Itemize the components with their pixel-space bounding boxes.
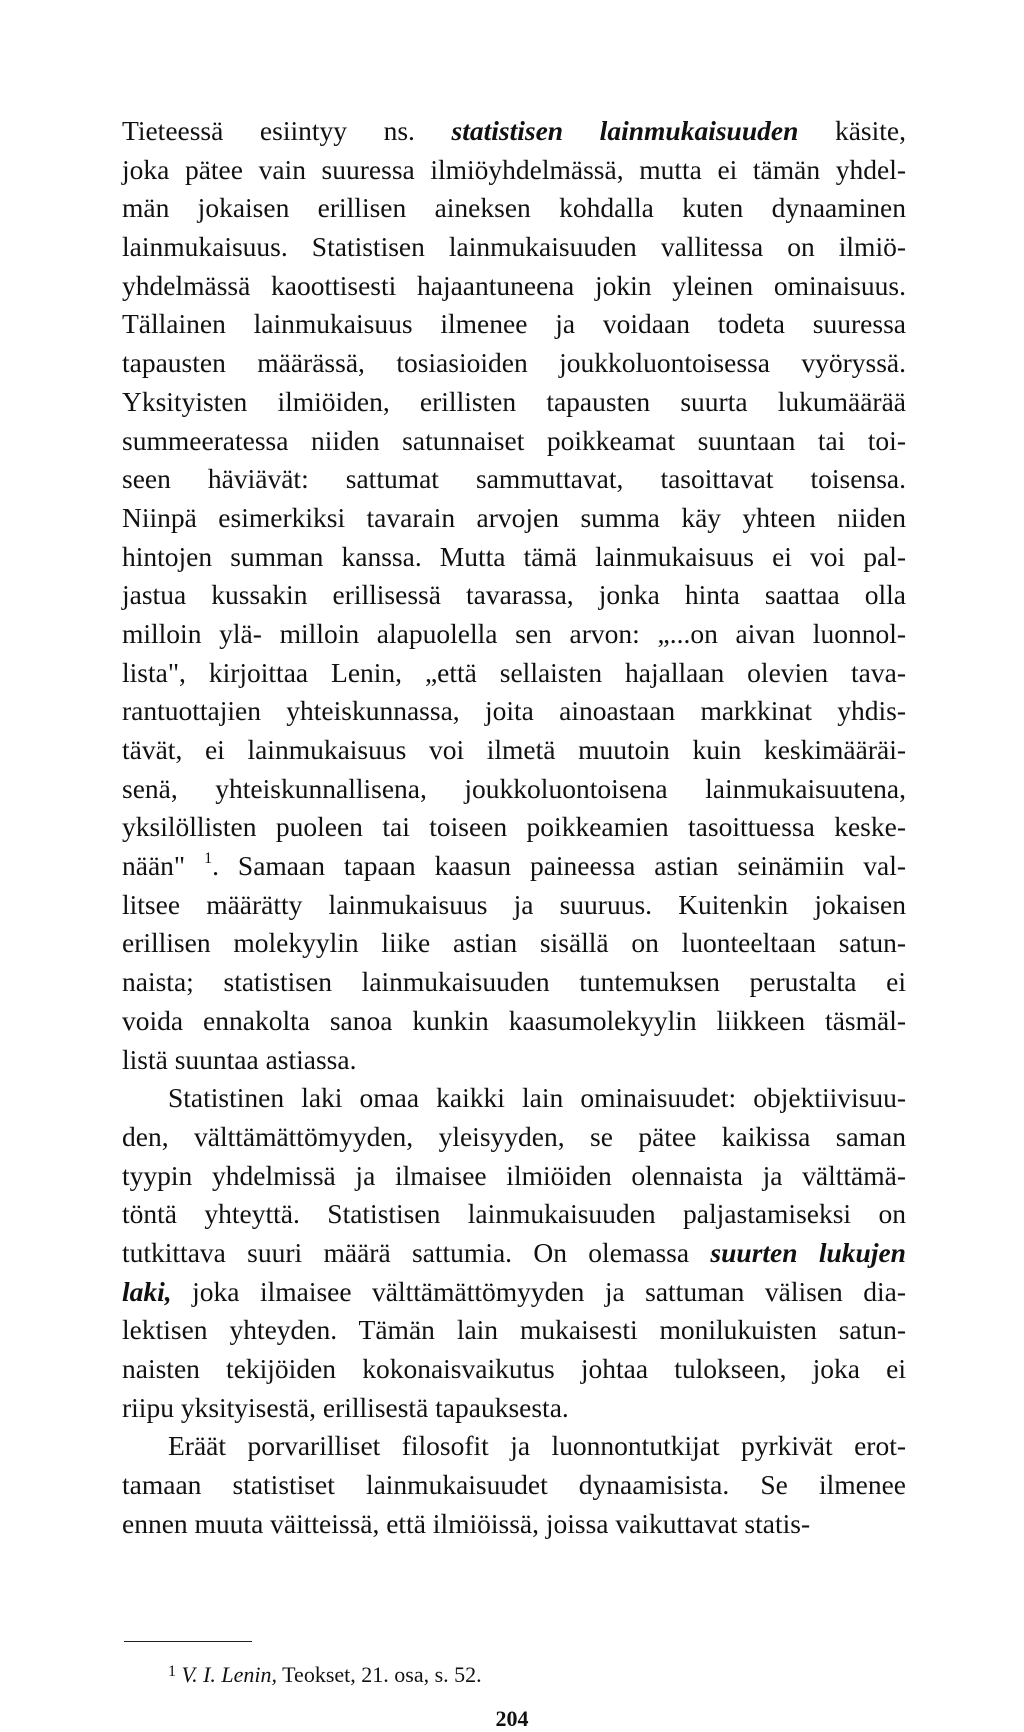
text-line [122,808,906,847]
emphasized-term: statistisen lainmukaisuuden [451,115,799,146]
text-line [122,1195,906,1234]
text-line [122,1350,906,1389]
text-run: litsee määrätty lainmukaisuus ja suuruus. Kuitenkin jokaisen [122,888,906,920]
text-line [122,847,906,886]
text-line [122,770,906,809]
footnote-reference: Teokset, 21. osa, s. 52. [277,1662,482,1687]
text-run: lista", kirjoittaa Lenin, „että sellaisten hajallaan olevien tava- [122,656,906,688]
text-run: töntä yhteyttä. Statistisen lainmukaisuuden paljastamiseksi on [122,1198,906,1230]
text-run: erillisen molekyylin liike astian sisällä on luonteeltaan satun- [122,927,906,959]
text-line [122,576,906,615]
text-run: joka ilmaisee välttämättömyyden ja sattuman välisen dia- [171,1275,906,1307]
footnote-marker: 1 [168,1663,176,1680]
text-run: Tieteessä esiintyy ns. [122,115,452,146]
text-run: naisten tekijöiden kokonaisvaikutus johtaa tulokseen, joka ei [122,1353,906,1384]
text-line [122,924,906,963]
text-line [122,1118,906,1157]
text-run: män jokaisen erillisen aineksen kohdalla kuten dynaaminen [122,192,906,224]
text-run: Eräät porvarilliset filosofit ja luonnontutkijat pyrkivät erot- [168,1430,906,1462]
footnote-divider [124,1641,252,1642]
text-run: tamaan statistiset lainmukaisuudet dynaamisista. Se ilmenee [122,1469,906,1501]
text-line [122,383,906,422]
text-line [122,1311,906,1350]
text-run: senä, yhteiskunnallisena, joukkoluontoisena lainmukaisuutena, [122,772,906,804]
footnote-reference-marker: 1 [204,850,213,868]
text-run: Niinpä esimerkiksi tavarain arvojen summa käy yhteen niiden [122,501,906,533]
text-line [122,1079,906,1118]
page-number: 204 [495,1706,529,1731]
text-line [122,267,906,306]
footnote-author: V. I. Lenin, [181,1662,278,1687]
text-run: ennen muuta väitteissä, että ilmiöissä, joissa vaikuttavat statis- [122,1507,811,1539]
text-line [122,731,906,770]
text-run: voida ennakolta sanoa kunkin kaasumolekyylin liikkeen täsmäl- [122,1004,906,1036]
emphasized-term: laki, [122,1275,172,1307]
text-run: Yksityisten ilmiöiden, erillisten tapausten suurta lukumäärää [122,385,906,417]
text-run: . Samaan tapaan kaasun paineessa astian seinämiin val- [212,850,906,882]
text-line [122,1389,906,1428]
text-line [122,1157,906,1196]
emphasized-term: suurten lukujen [710,1236,906,1268]
text-run: Tällainen lainmukaisuus ilmenee ja voidaan todeta suuressa [122,308,906,340]
text-line [122,963,906,1002]
text-run: naista; statistisen lainmukaisuuden tuntemuksen perustalta ei [122,966,906,998]
text-run: yksilöllisten puoleen tai toiseen poikkeamien tasoittuessa keske- [122,811,906,843]
text-line [122,1002,906,1041]
text-run: summeeratessa niiden satunnaiset poikkeamat suuntaan tai toi- [122,424,906,456]
text-run: tävät, ei lainmukaisuus voi ilmetä muutoin kuin keskimääräi- [122,734,906,765]
text-run: yhdelmässä kaoottisesti hajaantuneena jokin yleinen ominaisuus. [122,269,906,301]
text-run: lainmukaisuus. Statistisen lainmukaisuuden vallitessa on ilmiö- [122,231,906,263]
text-run: nään" [122,850,205,882]
text-line [122,1234,906,1273]
body-text [122,112,906,1543]
text-line [122,1505,906,1544]
text-run: milloin ylä- milloin alapuolella sen arvon: „...on aivan luonnol- [122,617,906,649]
text-line [122,654,906,693]
text-run: tyypin yhdelmissä ja ilmaisee ilmiöiden olennaista ja välttämä- [122,1159,906,1191]
text-run: joka pätee vain suuressa ilmiöyhdelmässä, mutta ei tämän yhdel- [122,153,906,185]
text-run: tutkittava suuri määrä sattumia. On olemassa [122,1236,711,1268]
text-line [122,1041,906,1080]
text-line [122,538,906,577]
text-run: rantuottajien yhteiskunnassa, joita ainoastaan markkinat yhdis- [122,695,906,727]
text-line [122,189,906,228]
text-line [122,344,906,383]
text-line [122,1427,906,1466]
text-line [122,151,906,190]
text-line [122,692,906,731]
text-line [122,1273,906,1312]
text-line [122,499,906,538]
text-run: tapausten määrässä, tosiasioiden joukkoluontoisessa vyöryssä. [122,347,906,379]
text-run: käsite, [798,115,906,146]
text-run: riipu yksityisestä, erillisestä tapauksesta. [122,1391,569,1423]
footnote [168,1660,482,1690]
text-line [122,1466,906,1505]
text-run: seen häviävät: sattumat sammuttavat, tasoittavat toisensa. [122,463,906,495]
text-line [122,460,906,499]
text-line [122,305,906,344]
text-line [122,422,906,461]
text-run: jastua kussakin erillisessä tavarassa, jonka hinta saattaa olla [122,579,906,611]
text-line [122,112,906,151]
text-run: lektisen yhteyden. Tämän lain mukaisesti monilukuisten satun- [122,1314,906,1346]
text-run: den, välttämättömyyden, yleisyyden, se pätee kaikissa saman [122,1120,906,1152]
text-line [122,228,906,267]
text-run: hintojen summan kanssa. Mutta tämä lainmukaisuus ei voi pal- [122,540,906,572]
text-run: listä suuntaa astiassa. [122,1043,357,1075]
text-run: Statistinen laki omaa kaikki lain ominaisuudet: objektiivisuu- [168,1082,906,1114]
text-line [122,886,906,925]
text-line [122,615,906,654]
